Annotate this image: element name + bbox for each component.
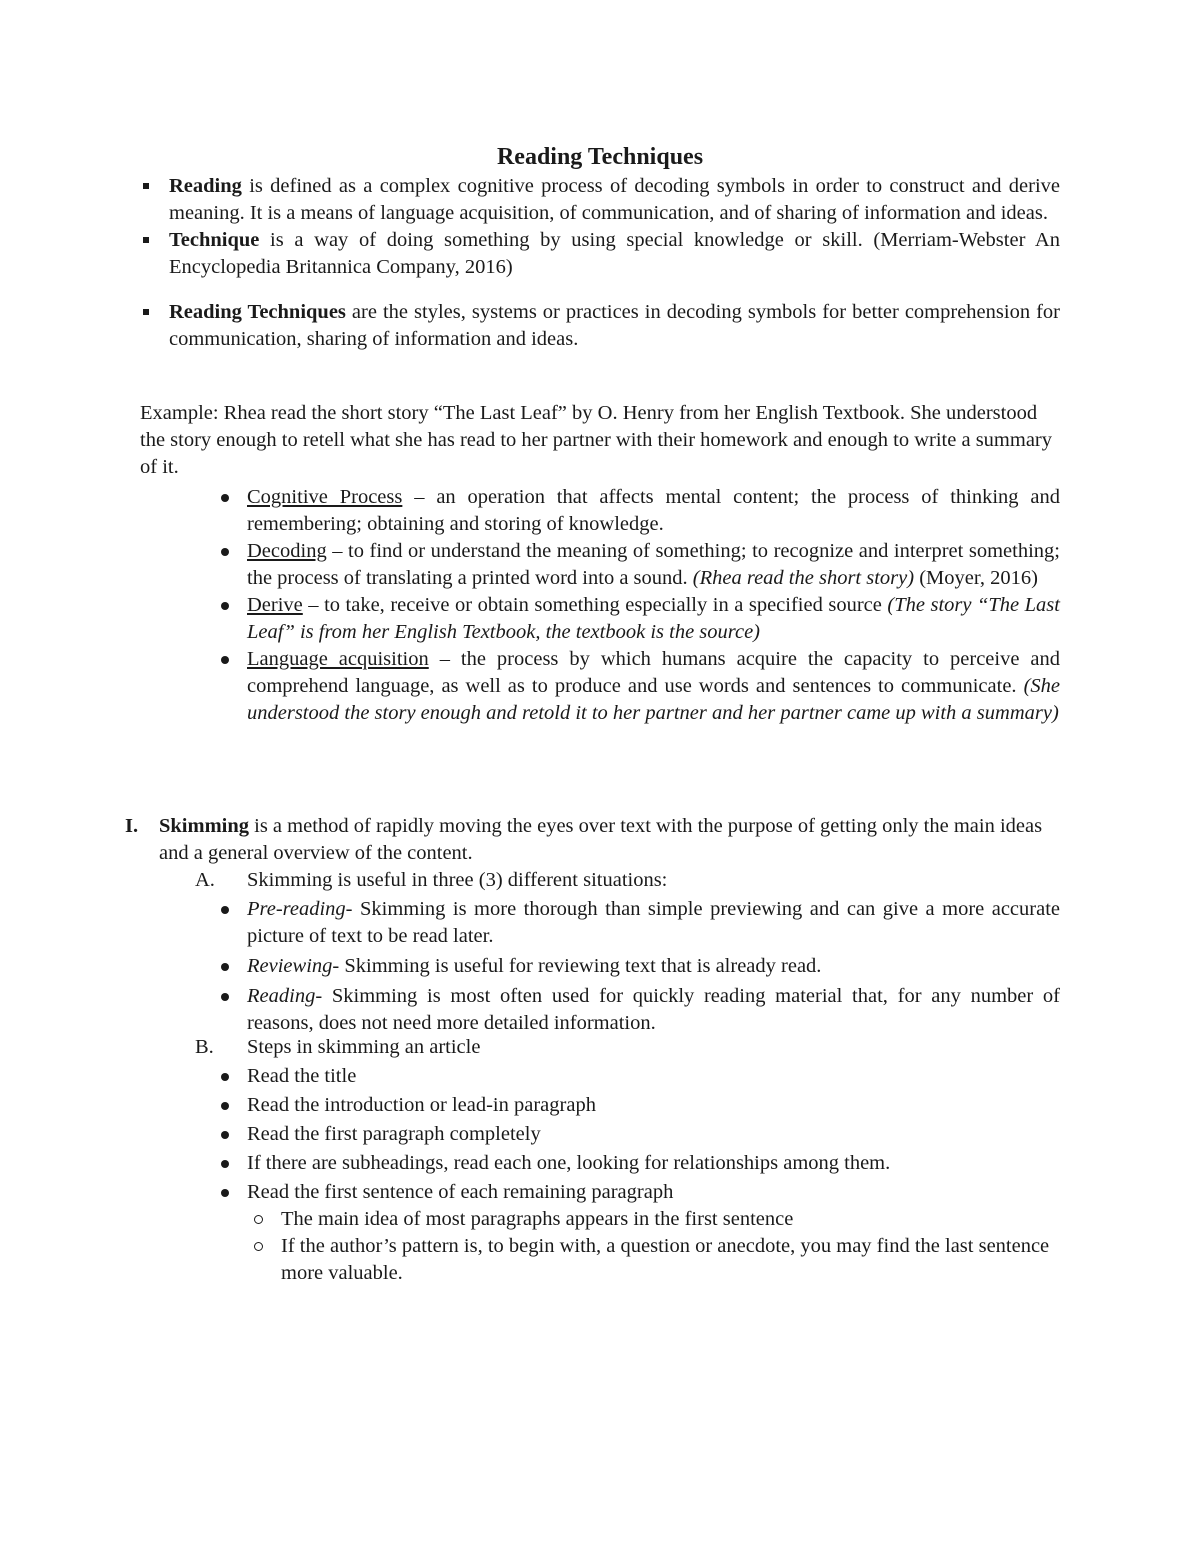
subsection-letter: B. [195, 1036, 214, 1058]
situation-text: Skimming is more thorough than simple previewing and can give a more accurate picture of text to be read later. [247, 898, 1060, 947]
term-name: Decoding [247, 540, 327, 562]
step-text: If there are subheadings, read each one, looking for relationships among them. [247, 1152, 891, 1174]
situation-name: Reading- [247, 985, 323, 1007]
situation-item [218, 953, 1060, 980]
term-example: (The story “The Last Leaf” is from her English Textbook, the textbook is the source) [247, 594, 1060, 643]
term-name: Cognitive Process [247, 486, 403, 508]
circle-bullet-icon [254, 1215, 263, 1224]
bullet-icon [221, 1160, 229, 1168]
circle-bullet-icon [254, 1242, 263, 1251]
term-text: – the process by which humans acquire the capacity to perceive and comprehend language, as well as to produce and use words and sentences to communicate. [247, 648, 1061, 697]
steps-list [218, 1062, 1060, 1207]
step-item [218, 1149, 1060, 1178]
situation-item [218, 983, 1060, 1037]
term-text: – to take, receive or obtain something especially in a specified source [302, 594, 888, 616]
situation-name: Pre-reading- [247, 898, 353, 920]
bullet-icon [221, 548, 229, 556]
bullet-icon [221, 656, 229, 664]
situation-text: Skimming is most often used for quickly reading material that, for any number of reasons, does not need more detailed information. [247, 985, 1060, 1034]
term-name: Derive [247, 594, 303, 616]
example-paragraph: Example: Rhea read the short story “The Last Leaf” by O. Henry from her English Textbook. She understood the story enough to retell what she has read to her partner with their homework and enough to write a summary of it. [140, 402, 1052, 478]
term-item [218, 592, 1060, 646]
definition-item [140, 227, 1060, 281]
section-text: is a method of rapidly moving the eyes over text with the purpose of getting only the main ideas and a general overview of the content. [159, 815, 1043, 864]
square-bullet-icon [143, 237, 149, 243]
bullet-icon [221, 602, 229, 610]
section-term: Skimming [159, 815, 249, 837]
step-subitem-text: If the author’s pattern is, to begin with, a question or anecdote, you may find the last sentence more valuable. [281, 1235, 1050, 1284]
step-text: Read the title [247, 1065, 357, 1087]
square-bullet-icon [143, 309, 149, 315]
situation-text: Skimming is useful for reviewing text that is already read. [339, 955, 822, 977]
page-title: Reading Techniques [496, 144, 704, 170]
term-example: (She understood the story enough and retold it to her partner and her partner came up with a summary) [247, 675, 1060, 724]
term-text: – an operation that affects mental content; the process of thinking and remembering; obtaining and storing of knowledge. [247, 486, 1060, 535]
bullet-icon [221, 1131, 229, 1139]
definition-list [140, 173, 1060, 353]
step-subitem-list [250, 1206, 1060, 1287]
step-subitem-text: The main idea of most paragraphs appears in the first sentence [281, 1208, 794, 1230]
subsection-heading: Steps in skimming an article [247, 1036, 481, 1058]
situation-list [218, 896, 1060, 1037]
step-item [218, 1178, 1060, 1207]
square-bullet-icon [143, 183, 149, 189]
term-example: (Rhea read the short story) [692, 567, 915, 589]
term-item [218, 484, 1060, 538]
step-item [218, 1120, 1060, 1149]
term-citation: (Moyer, 2016) [914, 567, 1038, 589]
bullet-icon [221, 1102, 229, 1110]
definition-text: is a way of doing something by using special knowledge or skill. (Merriam-Webster An Encyclopedia Britannica Company, 2016) [169, 229, 1060, 278]
subsection-heading: Skimming is useful in three (3) different situations: [247, 869, 668, 891]
step-subitem [250, 1233, 1060, 1287]
step-item [218, 1062, 1060, 1091]
term-item [218, 646, 1060, 727]
definition-item [140, 299, 1060, 353]
step-text: Read the introduction or lead-in paragraph [247, 1094, 596, 1116]
definition-item [140, 173, 1060, 227]
bullet-icon [221, 1073, 229, 1081]
situation-item [218, 896, 1060, 950]
term-name: Language acquisition [247, 648, 429, 670]
definition-term: Reading Techniques [169, 301, 346, 323]
term-list [218, 484, 1060, 727]
definition-term: Technique [169, 229, 260, 251]
subsection-b [195, 1034, 1060, 1061]
bullet-icon [221, 993, 229, 1001]
term-text: – to find or understand the meaning of something; to recognize and interpret something; the process of translating a printed word into a sound. [247, 540, 1060, 589]
step-text: Read the first paragraph completely [247, 1123, 541, 1145]
step-item [218, 1091, 1060, 1120]
definition-term: Reading [169, 175, 242, 197]
bullet-icon [221, 963, 229, 971]
definition-text: is defined as a complex cognitive process of decoding symbols in order to construct and derive meaning. It is a means of language acquisition, of communication, and of sharing of information and ideas. [169, 175, 1060, 224]
step-text: Read the first sentence of each remaining paragraph [247, 1181, 674, 1203]
bullet-icon [221, 906, 229, 914]
bullet-icon [221, 1189, 229, 1197]
section-skimming [125, 813, 1060, 867]
situation-name: Reviewing- [247, 955, 340, 977]
subsection-letter: A. [195, 869, 215, 891]
definition-text: are the styles, systems or practices in decoding symbols for better comprehension for communication, sharing of information and ideas. [169, 301, 1060, 350]
subsection-a [195, 867, 1060, 894]
section-number: I. [125, 815, 139, 837]
step-subitem [250, 1206, 1060, 1233]
term-item [218, 538, 1060, 592]
bullet-icon [221, 494, 229, 502]
